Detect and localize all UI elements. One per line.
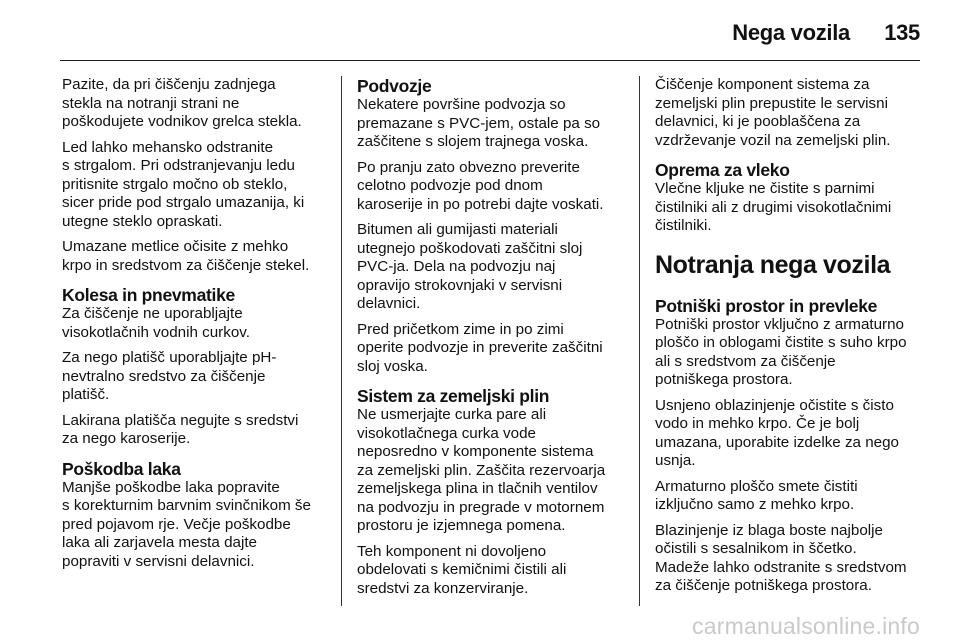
paragraph-wiper-blades: Umazane metlice očisite z mehko krpo in sredstvom za čiščenje stekel. [62,238,310,274]
heading-wheels-tyres: Kolesa in pnevmatike [62,285,235,305]
paragraph-interior-3: Armaturno ploščo smete čistiti izključno samo z mehko krpo. [655,477,858,513]
paragraph-wheels-2: Za nego platišč uporabljajte pH- nevtralno sredstvo za čiščenje platišč. [62,349,277,403]
paragraph-interior-1: Potniški prostor vključno z armaturno ploščo in oblogami čistite s suho krpo ali s sredstvom za čiščenje potniškega prostora. [655,315,907,388]
paragraph-towing: Vlečne kljuke ne čistite s parnimi čistilniki ali z drugimi visokotlačnimi čistilniki. [655,180,892,234]
paragraph-underbody-3: Bitumen ali gumijasti materiali utegnejo poškodovati zaščitni sloj PVC-ja. Dela na podvozju naj opravijo strokovnjaki v servisni delavnici. [357,221,583,312]
paragraph-gas-system-1: Ne usmerjajte curka pare ali visokotlačnega curka vode neposredno v komponente sistema za zemeljski plin. Zaščita rezervoarja zemeljskega plina in tlačnih ventilov na podvozju in pregrade v motornem prostoru je izjemnega pomena. [357,406,606,534]
paragraph-wheels-1: Za čiščenje ne uporabljajte visokotlačnih vodnih curkov. [62,305,250,341]
heading-interior-care: Notranja nega vozila [655,250,891,279]
page-number: 135 [884,20,920,45]
paragraph-wheels-3: Lakirana platišča negujte s sredstvi za nego karoserije. [62,411,299,447]
heading-natural-gas-system: Sistem za zemeljski plin [357,386,550,406]
column-1 [62,76,334,578]
heading-underbody: Podvozje [357,76,432,96]
paragraph-rear-window: Pazite, da pri čiščenju zadnjega stekla na notranji strani ne poškodujete vodnikov grelca stekla. [62,76,302,130]
paragraph-underbody-4: Pred pričetkom zime in po zimi operite podvozje in preverite zaščitni sloj voska. [357,320,603,375]
watermark-text: carmanualsonline.info [692,613,920,639]
heading-passenger-compartment: Potniški prostor in prevleke [655,295,878,316]
heading-towing-equipment: Oprema za vleko [655,160,790,180]
page-title: Nega vozila [732,20,850,45]
paragraph-interior-4: Blazinjenje iz blaga boste najbolje očistili s sesalnikom in ščetko. Madeže lahko odstranite s sredstvom za čiščenje potniškega prostora. [655,521,907,594]
column-2 [357,76,629,605]
column-divider-1 [341,76,342,606]
page-header [0,0,960,62]
paragraph-underbody-1: Nekatere površine podvozja so premazane s PVC-jem, ostale pa so zaščitene s slojem trajnega voska. [357,96,601,150]
paragraph-gas-components: Čiščenje komponent sistema za zemeljski plin prepustite le servisni delavnici, ki je pooblaščena za vzdrževanje vozil na zemeljski plin. [655,76,891,149]
header-divider [60,60,920,61]
paragraph-paint-damage: Manjše poškodbe laka popravite s korekturnim barvnim svinčnikom še pred pojavom rje. Večje poškodbe laka ali zarjavela mesta dajte popraviti v servisni delavnici. [62,478,311,570]
paragraph-gas-system-2: Teh komponent ni dovoljeno obdelovati s kemičnimi čistili ali sredstvi za konzerviranje. [357,542,567,597]
column-divider-2 [639,76,640,606]
paragraph-ice-scraper: Led lahko mehansko odstranite s strgalom. Pri odstranjevanju ledu pritisnite strgalo močno ob steklo, sicer pride pod strgalo umazanija, ki utegne steklo opraskati. [62,138,305,230]
paragraph-underbody-2: Po pranju zato obvezno preverite celotno podvozje pod dnom karoserije in po potrebi dajte voskati. [357,158,604,213]
paragraph-interior-2: Usnjeno oblazinjenje očistite s čisto vodo in mehko krpo. Če je bolj umazana, uporabite izdelke za nego usnja. [655,396,900,469]
column-3 [655,76,930,603]
heading-paint-damage: Poškodba laka [62,458,181,479]
